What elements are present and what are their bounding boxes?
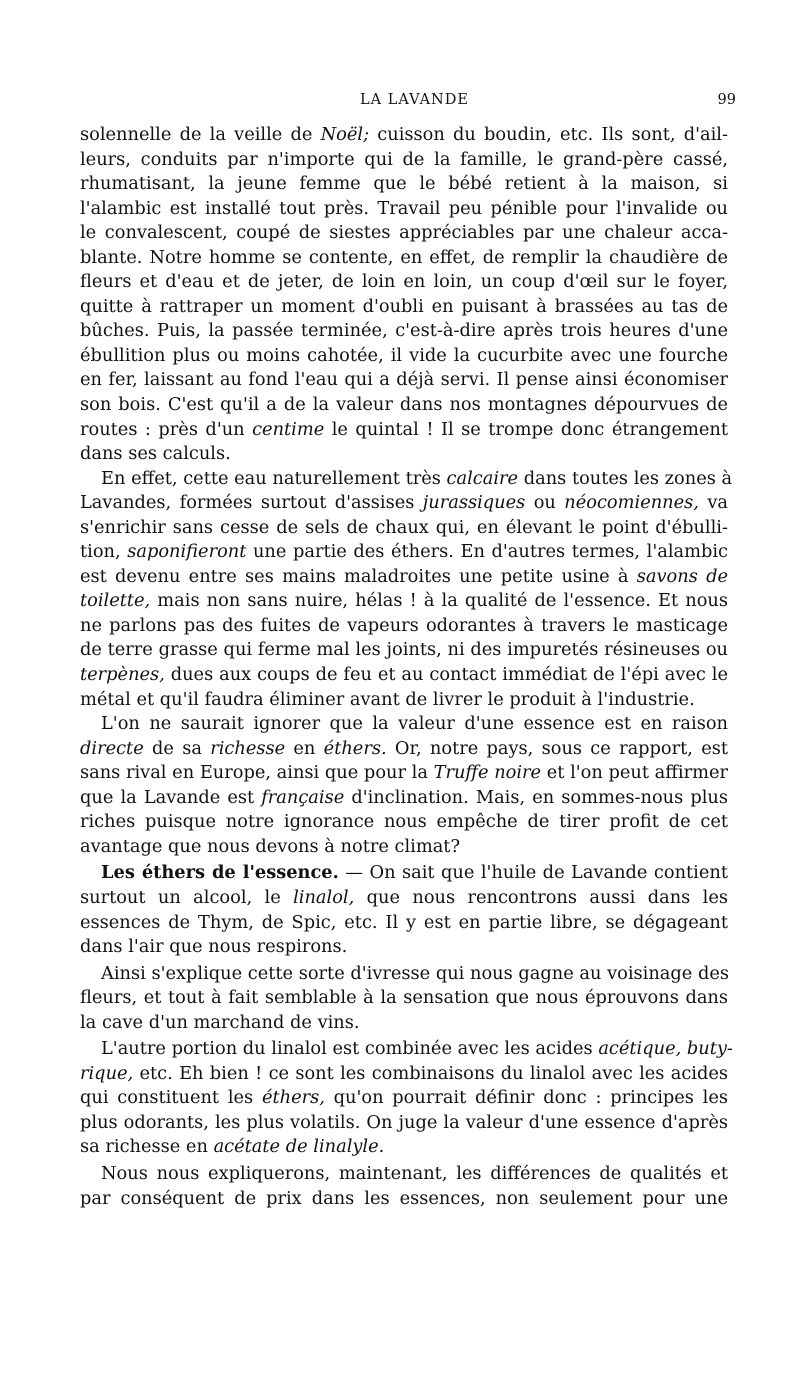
running-head: LA LAVANDE bbox=[360, 92, 469, 108]
text-segment: son bois. C'est qu'il a de la valeur dans nos montagnes dépourvues de bbox=[80, 394, 728, 416]
italic-text: richesse bbox=[210, 737, 286, 759]
italic-text: saponifieront bbox=[127, 541, 247, 563]
text-segment: une partie des éthers. En d'autres termes, l'alambic bbox=[246, 541, 728, 563]
text-line bbox=[80, 614, 728, 639]
text-line bbox=[80, 491, 728, 516]
text-line bbox=[80, 1187, 728, 1212]
text-segment: va bbox=[698, 492, 728, 514]
text-segment: fleurs et d'eau et de jeter, de loin en loin, un coup d'œil sur le foyer, bbox=[80, 271, 728, 293]
text-segment: dans ses calculs. bbox=[80, 443, 231, 465]
text-line bbox=[80, 1011, 728, 1036]
text-segment: etc. Eh bien ! ce sont les combinaisons du linalol avec les acides bbox=[133, 1062, 728, 1084]
text-segment: sa richesse en bbox=[80, 1136, 214, 1158]
italic-text: néocomiennes, bbox=[564, 492, 699, 514]
text-line bbox=[80, 197, 728, 222]
text-segment: cuisson du boudin, etc. Ils sont, d'ail- bbox=[369, 124, 728, 145]
text-line bbox=[80, 1037, 733, 1062]
text-line bbox=[80, 810, 728, 835]
italic-text: terpènes, bbox=[80, 664, 165, 686]
text-segment: ou bbox=[525, 492, 565, 514]
text-line bbox=[80, 1062, 728, 1087]
text-line bbox=[80, 442, 728, 467]
italic-text: Noël; bbox=[320, 124, 370, 145]
text-line bbox=[80, 418, 728, 443]
italic-text: acétique, buty- bbox=[598, 1038, 733, 1060]
text-line bbox=[80, 1111, 728, 1136]
italic-text: rique, bbox=[80, 1062, 134, 1084]
text-segment: surtout un alcool, le bbox=[80, 886, 294, 908]
text-segment: blante. Notre homme se contente, en effet, de remplir la chaudière de bbox=[80, 246, 728, 268]
text-line bbox=[80, 172, 728, 197]
text-segment: plus odorants, les plus volatils. On juge la valeur d'une essence d'après bbox=[80, 1111, 728, 1133]
text-segment: que la Lavande est bbox=[80, 786, 262, 808]
section-heading: Les éthers de l'essence. bbox=[101, 862, 339, 884]
text-line bbox=[80, 911, 728, 936]
text-segment: fleurs, et tout à fait semblable à la sensation que nous éprouvons dans bbox=[80, 987, 728, 1009]
text-line bbox=[80, 712, 728, 737]
text-segment: routes : près d'un bbox=[80, 418, 253, 440]
page-number: 99 bbox=[717, 92, 736, 108]
text-line bbox=[80, 589, 728, 614]
text-segment: dans l'air que nous respirons. bbox=[80, 936, 348, 958]
text-segment: bûches. Puis, la passée terminée, c'est-à-dire après trois heures d'une bbox=[80, 320, 728, 342]
text-segment: avantage que nous devons à notre climat? bbox=[80, 835, 460, 857]
text-segment: Nous nous expliquerons, maintenant, les différences de qualités et bbox=[101, 1162, 728, 1184]
italic-text: calcaire bbox=[446, 467, 519, 489]
text-line bbox=[80, 935, 728, 960]
text-segment: que nous rencontrons aussi dans les bbox=[354, 886, 728, 908]
text-line bbox=[80, 761, 728, 786]
text-segment: essences de Thym, de Spic, etc. Il y est en partie libre, se dégageant bbox=[80, 911, 728, 933]
text-line bbox=[80, 786, 728, 811]
text-line bbox=[80, 393, 728, 418]
text-line bbox=[80, 368, 728, 393]
text-segment: la cave d'un marchand de vins. bbox=[80, 1011, 360, 1033]
text-segment: de terre grasse qui ferme mal les joints, ni des impuretés résineuses ou bbox=[80, 639, 728, 661]
text-segment: L'autre portion du linalol est combinée avec les acides bbox=[101, 1038, 599, 1060]
text-segment: sans rival en Europe, ainsi que pour la bbox=[80, 762, 434, 784]
text-segment: tion, bbox=[80, 541, 128, 563]
text-segment: Lavandes, formées surtout d'assises bbox=[80, 492, 423, 514]
text-segment: quitte à rattraper un moment d'oubli en puisant à brassées au tas de bbox=[80, 295, 728, 317]
text-line bbox=[80, 319, 728, 344]
text-line bbox=[80, 1135, 728, 1160]
text-line bbox=[80, 1086, 728, 1111]
text-line bbox=[80, 986, 728, 1011]
text-line bbox=[80, 962, 728, 987]
italic-text: directe bbox=[80, 737, 144, 759]
text-line bbox=[80, 295, 728, 320]
text-segment: riches puisque notre ignorance nous empêche de tirer profit de cet bbox=[80, 811, 728, 833]
text-segment: de sa bbox=[143, 737, 211, 759]
text-segment: mais non sans nuire, hélas ! à la qualité de l'essence. Et nous bbox=[150, 590, 728, 612]
text-line bbox=[80, 467, 733, 492]
text-segment: qui constituent les bbox=[80, 1087, 262, 1109]
text-segment: est devenu entre ses mains maladroites une petite usine à bbox=[80, 565, 637, 587]
text-segment: L'on ne saurait ignorer que la valeur d'une essence est en raison bbox=[101, 713, 728, 735]
text-line bbox=[80, 246, 728, 271]
text-line bbox=[80, 663, 728, 688]
text-segment: rhumatisant, la jeune femme que le bébé retient à la maison, si bbox=[80, 173, 728, 195]
italic-text: centime bbox=[252, 418, 325, 440]
italic-text: française bbox=[261, 786, 345, 808]
text-line bbox=[80, 516, 728, 541]
text-segment: qu'on pourrait définir donc : principes les bbox=[324, 1087, 729, 1109]
text-line bbox=[80, 886, 728, 911]
italic-text: savons de bbox=[636, 565, 728, 587]
italic-text: éthers, bbox=[261, 1087, 325, 1109]
text-line bbox=[80, 148, 728, 173]
text-segment: ébullition plus ou moins cahotée, il vide la cucurbite avec une fourche bbox=[80, 344, 728, 366]
italic-text: linalol, bbox=[293, 886, 355, 908]
body-text bbox=[80, 123, 733, 1211]
text-line bbox=[80, 1162, 728, 1187]
text-segment: en bbox=[285, 737, 324, 759]
text-segment: solennelle de la veille de bbox=[80, 124, 321, 145]
italic-text: toilette, bbox=[80, 590, 151, 612]
text-segment: Ainsi s'explique cette sorte d'ivresse qui nous gagne au voisinage des bbox=[101, 962, 729, 984]
text-segment: le convalescent, coupé de siestes appréciables par une chaleur acca- bbox=[80, 222, 728, 244]
text-segment: En effet, cette eau naturellement très bbox=[101, 467, 447, 489]
italic-text: éthers. bbox=[323, 737, 387, 759]
italic-text: acétate de linalyle. bbox=[213, 1136, 385, 1158]
text-segment: leurs, conduits par n'importe qui de la famille, le grand-père cassé, bbox=[80, 148, 728, 170]
text-segment: — On sait que l'huile de Lavande contient bbox=[338, 862, 728, 884]
text-line bbox=[80, 688, 728, 713]
text-segment: et l'on peut affirmer bbox=[541, 762, 728, 784]
italic-text: jurassiques bbox=[422, 492, 526, 514]
text-line bbox=[80, 221, 728, 246]
text-line bbox=[80, 737, 728, 762]
text-line bbox=[80, 638, 728, 663]
text-line bbox=[80, 123, 728, 148]
text-line bbox=[80, 565, 728, 590]
text-segment: l'alambic est installé tout près. Travail peu pénible pour l'invalide ou bbox=[80, 197, 728, 219]
text-line bbox=[80, 270, 728, 295]
text-line bbox=[80, 540, 728, 565]
text-line bbox=[80, 835, 728, 860]
italic-text: Truffe noire bbox=[433, 762, 542, 784]
text-segment: s'enrichir sans cesse de sels de chaux qui, en élevant le point d'ébulli- bbox=[80, 516, 728, 538]
text-segment: en fer, laissant au fond l'eau qui a déjà servi. Il pense ainsi économiser bbox=[80, 369, 728, 391]
text-line bbox=[80, 344, 728, 369]
text-segment: d'inclination. Mais, en sommes-nous plus bbox=[344, 786, 728, 808]
text-segment: dans toutes les zones à bbox=[518, 467, 733, 489]
text-segment: Or, notre pays, sous ce rapport, est bbox=[386, 737, 729, 759]
text-line bbox=[80, 861, 728, 886]
text-segment: par conséquent de prix dans les essences, non seulement pour une bbox=[80, 1187, 728, 1209]
text-segment: ne parlons pas des fuites de vapeurs odorantes à travers le masticage bbox=[80, 614, 728, 636]
text-segment: métal et qu'il faudra éliminer avant de livrer le produit à l'industrie. bbox=[80, 688, 695, 710]
text-segment: dues aux coups de feu et au contact immédiat de l'épi avec le bbox=[164, 664, 728, 686]
text-segment: le quintal ! Il se trompe donc étrangement bbox=[324, 418, 728, 440]
